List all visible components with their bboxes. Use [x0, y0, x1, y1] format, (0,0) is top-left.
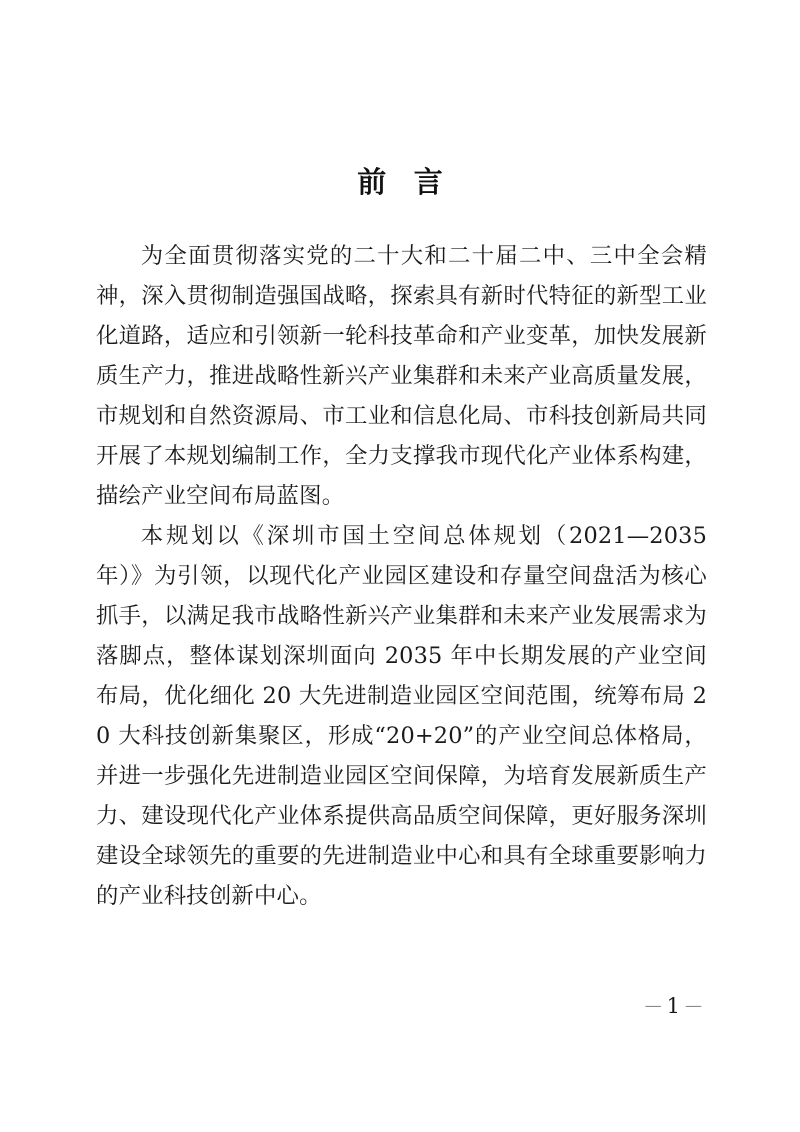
- document-body: [96, 236, 707, 916]
- paragraph-2: 本规划以《深圳市国土空间总体规划（2021—2035 年）》为引领，以现代化产业园区建设和存量空间盘活为核心抓手，以满足我市战略性新兴产业集群和未来产业发展需求为落脚点，整体谋划深圳面向 2035 年中长期发展的产业空间布局，优化细化 20 大先进制造业园区空间范围，统筹布局 20 大科技创新集聚区，形成“20+20”的产业空间总体格局，并进一步强化先进制造业园区空间保障，为培育发展新质生产力、建设现代化产业体系提供高品质空间保障，更好服务深圳建设全球领先的重要的先进制造业中心和具有全球重要影响力的产业科技创新中心。: [96, 523, 707, 909]
- footer-dash-left-icon: —: [644, 996, 662, 1016]
- page-title: 前 言: [357, 165, 452, 199]
- footer-dash-right-icon: —: [685, 996, 702, 1016]
- paragraph-1: 为全面贯彻落实党的二十大和二十届二中、三中全会精神，深入贯彻制造强国战略，探索具有新时代特征的新型工业化道路，适应和引领新一轮科技革命和产业变革，加快发展新质生产力，推进战略性新兴产业集群和未来产业高质量发展，市规划和自然资源局、市工业和信息化局、市科技创新局共同开展了本规划编制工作，全力支撑我市现代化产业体系构建，描绘产业空间布局蓝图。: [96, 243, 707, 509]
- page-number: 1: [666, 994, 680, 1019]
- page-footer: [96, 993, 707, 1019]
